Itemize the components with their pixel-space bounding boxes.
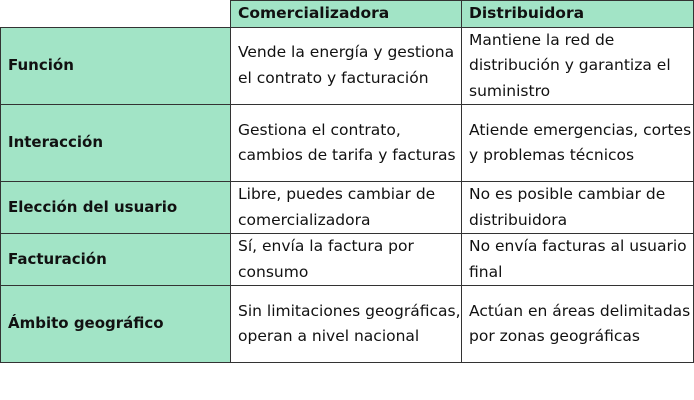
cell-comercializadora: Libre, puedes cambiar de comercializadora <box>231 182 462 234</box>
table-header-row <box>1 1 694 28</box>
row-label-facturacion: Facturación <box>1 234 231 286</box>
row-label-funcion: Función <box>1 27 231 105</box>
cell-comercializadora: Sí, envía la factura por consumo <box>231 234 462 286</box>
cell-comercializadora: Gestiona el contrato, cambios de tarifa y facturas <box>231 105 462 182</box>
cell-comercializadora: Sin limitaciones geográficas, operan a nivel nacional <box>231 286 462 363</box>
cell-distribuidora: Atiende emergencias, cortes y problemas técnicos <box>462 105 694 182</box>
row-label-eleccion-usuario: Elección del usuario <box>1 182 231 234</box>
table-row <box>1 27 694 105</box>
row-label-interaccion: Interacción <box>1 105 231 182</box>
table-row <box>1 182 694 234</box>
cell-distribuidora: Actúan en áreas delimitadas por zonas geográficas <box>462 286 694 363</box>
cell-comercializadora: Vende la energía y gestiona el contrato y facturación <box>231 27 462 105</box>
header-distribuidora: Distribuidora <box>462 1 694 28</box>
header-comercializadora: Comercializadora <box>231 1 462 28</box>
table-row <box>1 286 694 363</box>
cell-distribuidora: No envía facturas al usuario final <box>462 234 694 286</box>
table-row <box>1 105 694 182</box>
row-label-ambito-geografico: Ámbito geográfico <box>1 286 231 363</box>
cell-distribuidora: No es posible cambiar de distribuidora <box>462 182 694 234</box>
table-row <box>1 234 694 286</box>
header-empty-cell <box>1 1 231 28</box>
cell-distribuidora: Mantiene la red de distribución y garantiza el suministro <box>462 27 694 105</box>
